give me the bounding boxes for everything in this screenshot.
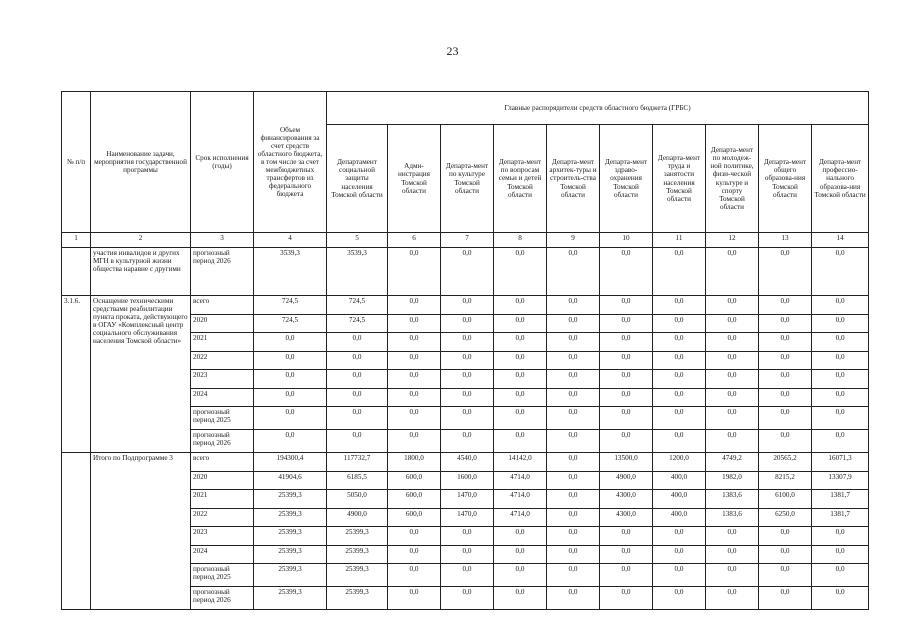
dept-value-cell: 0,0 bbox=[441, 587, 494, 610]
dept-value-cell: 0,0 bbox=[441, 370, 494, 389]
dept-value-cell: 0,0 bbox=[388, 407, 441, 430]
dept-value-cell: 0,0 bbox=[812, 587, 869, 610]
dept-value-cell: 0,0 bbox=[547, 314, 600, 333]
dept-value-cell: 0,0 bbox=[441, 564, 494, 587]
dept-value-cell: 4300,0 bbox=[600, 508, 653, 527]
dept-value-cell: 0,0 bbox=[494, 545, 547, 564]
header-task-name: Наименование задачи, мероприятия государственной программы bbox=[91, 92, 191, 233]
dept-value-cell: 0,0 bbox=[600, 248, 653, 296]
dept-value-cell: 0,0 bbox=[547, 430, 600, 453]
dept-value-cell: 0,0 bbox=[494, 527, 547, 546]
dept-value-cell: 4540,0 bbox=[441, 453, 494, 472]
table-header bbox=[62, 92, 869, 248]
dept-value-cell: 0,0 bbox=[653, 407, 706, 430]
total-value-cell: 41904,6 bbox=[254, 471, 327, 490]
dept-value-cell: 0,0 bbox=[441, 248, 494, 296]
dept-value-cell: 0,0 bbox=[547, 333, 600, 352]
total-value-cell: 25399,3 bbox=[254, 545, 327, 564]
dept-value-cell: 600,0 bbox=[388, 490, 441, 509]
column-number: 11 bbox=[653, 233, 706, 248]
dept-value-cell: 0,0 bbox=[388, 564, 441, 587]
dept-value-cell: 1470,0 bbox=[441, 508, 494, 527]
dept-value-cell: 0,0 bbox=[494, 248, 547, 296]
page-number: 23 bbox=[446, 44, 459, 58]
total-value-cell: 0,0 bbox=[254, 430, 327, 453]
total-value-cell: 0,0 bbox=[254, 388, 327, 407]
table-row bbox=[62, 248, 869, 296]
dept-value-cell: 0,0 bbox=[653, 564, 706, 587]
dept-value-cell: 1381,7 bbox=[812, 490, 869, 509]
dept-value-cell: 400,0 bbox=[653, 471, 706, 490]
dept-value-cell: 0,0 bbox=[547, 351, 600, 370]
dept-value-cell: 0,0 bbox=[759, 248, 812, 296]
dept-value-cell: 0,0 bbox=[706, 564, 759, 587]
dept-value-cell: 4749,2 bbox=[706, 453, 759, 472]
dept-value-cell: 0,0 bbox=[494, 564, 547, 587]
dept-value-cell: 4714,0 bbox=[494, 508, 547, 527]
dept-value-cell: 0,0 bbox=[388, 587, 441, 610]
dept-value-cell: 0,0 bbox=[759, 407, 812, 430]
dept-value-cell: 0,0 bbox=[494, 388, 547, 407]
total-value-cell: 0,0 bbox=[254, 333, 327, 352]
dept-value-cell: 0,0 bbox=[388, 430, 441, 453]
dept-value-cell: 13307,9 bbox=[812, 471, 869, 490]
dept-value-cell: 4714,0 bbox=[494, 490, 547, 509]
dept-value-cell: 0,0 bbox=[600, 296, 653, 315]
dept-value-cell: 25399,3 bbox=[327, 527, 388, 546]
total-value-cell: 0,0 bbox=[254, 351, 327, 370]
budget-table bbox=[61, 91, 869, 610]
dept-value-cell: 0,0 bbox=[547, 587, 600, 610]
period-cell: 2021 bbox=[191, 333, 254, 352]
dept-value-cell: 0,0 bbox=[759, 370, 812, 389]
dept-value-cell: 0,0 bbox=[706, 545, 759, 564]
period-cell: прогнозный период 2026 bbox=[191, 430, 254, 453]
dept-value-cell: 0,0 bbox=[441, 333, 494, 352]
period-cell: прогнозный период 2025 bbox=[191, 407, 254, 430]
table-row bbox=[62, 453, 869, 472]
total-value-cell: 0,0 bbox=[254, 407, 327, 430]
table-row bbox=[62, 296, 869, 315]
dept-value-cell: 0,0 bbox=[327, 430, 388, 453]
dept-value-cell: 0,0 bbox=[706, 314, 759, 333]
dept-value-cell: 0,0 bbox=[494, 430, 547, 453]
total-value-cell: 0,0 bbox=[254, 370, 327, 389]
dept-value-cell: 0,0 bbox=[759, 388, 812, 407]
dept-value-cell: 0,0 bbox=[600, 587, 653, 610]
dept-value-cell: 0,0 bbox=[600, 333, 653, 352]
header-dept: Департа-мент архитек-туры и строитель-ства Томской области bbox=[547, 125, 600, 233]
dept-value-cell: 0,0 bbox=[600, 370, 653, 389]
dept-value-cell: 0,0 bbox=[327, 351, 388, 370]
column-number: 3 bbox=[191, 233, 254, 248]
dept-value-cell: 0,0 bbox=[494, 314, 547, 333]
header-dept: Департа-мент здраво-охранения Томской области bbox=[600, 125, 653, 233]
period-cell: 2024 bbox=[191, 545, 254, 564]
dept-value-cell: 0,0 bbox=[547, 471, 600, 490]
period-cell: 2022 bbox=[191, 508, 254, 527]
dept-value-cell: 0,0 bbox=[547, 564, 600, 587]
task-name: Оснащение техническими средствами реабилитации пункта проката, действующего в ОГАУ «Комплексный центр социального обслуживания населения Томской области» bbox=[91, 296, 191, 453]
dept-value-cell: 0,0 bbox=[706, 587, 759, 610]
dept-value-cell: 0,0 bbox=[547, 388, 600, 407]
dept-value-cell: 0,0 bbox=[759, 314, 812, 333]
header-dept: Департа-мент общего образова-ния Томской области bbox=[759, 125, 812, 233]
column-number: 4 bbox=[254, 233, 327, 248]
period-cell: 2023 bbox=[191, 370, 254, 389]
period-cell: всего bbox=[191, 453, 254, 472]
dept-value-cell: 0,0 bbox=[759, 333, 812, 352]
header-grbs: Главные распорядители средств областного бюджета (ГРБС) bbox=[327, 92, 869, 125]
dept-value-cell: 0,0 bbox=[547, 527, 600, 546]
dept-value-cell: 6250,0 bbox=[759, 508, 812, 527]
dept-value-cell: 0,0 bbox=[547, 407, 600, 430]
column-number: 10 bbox=[600, 233, 653, 248]
column-number: 9 bbox=[547, 233, 600, 248]
header-dept: Департа-мент по культуре Томской области bbox=[441, 125, 494, 233]
dept-value-cell: 0,0 bbox=[441, 407, 494, 430]
total-value-cell: 25399,3 bbox=[254, 587, 327, 610]
column-number-row bbox=[62, 233, 869, 248]
dept-value-cell: 1383,6 bbox=[706, 490, 759, 509]
dept-value-cell: 0,0 bbox=[600, 314, 653, 333]
dept-value-cell: 14142,0 bbox=[494, 453, 547, 472]
dept-value-cell: 1383,6 bbox=[706, 508, 759, 527]
dept-value-cell: 0,0 bbox=[812, 296, 869, 315]
dept-value-cell: 0,0 bbox=[759, 564, 812, 587]
dept-value-cell: 0,0 bbox=[706, 333, 759, 352]
dept-value-cell: 0,0 bbox=[812, 545, 869, 564]
header-dept: Департамент социальной защиты населения Томской области bbox=[327, 125, 388, 233]
total-value-cell: 25399,3 bbox=[254, 564, 327, 587]
dept-value-cell: 0,0 bbox=[388, 248, 441, 296]
dept-value-cell: 0,0 bbox=[759, 430, 812, 453]
dept-value-cell: 0,0 bbox=[494, 351, 547, 370]
dept-value-cell: 0,0 bbox=[547, 453, 600, 472]
task-name: участия инвалидов и других МГН в культурной жизни общества наравне с другими bbox=[91, 248, 191, 296]
dept-value-cell: 0,0 bbox=[327, 388, 388, 407]
dept-value-cell: 0,0 bbox=[441, 351, 494, 370]
dept-value-cell: 6100,0 bbox=[759, 490, 812, 509]
dept-value-cell: 0,0 bbox=[759, 587, 812, 610]
header-dept: Департа-мент по молодеж-ной политике, физи-ческой культуре и спорту Томской области bbox=[706, 125, 759, 233]
dept-value-cell: 25399,3 bbox=[327, 545, 388, 564]
column-number: 7 bbox=[441, 233, 494, 248]
column-number: 12 bbox=[706, 233, 759, 248]
total-value-cell: 25399,3 bbox=[254, 508, 327, 527]
period-cell: 2022 bbox=[191, 351, 254, 370]
dept-value-cell: 0,0 bbox=[547, 545, 600, 564]
dept-value-cell: 0,0 bbox=[327, 407, 388, 430]
dept-value-cell: 0,0 bbox=[759, 527, 812, 546]
dept-value-cell: 6185,5 bbox=[327, 471, 388, 490]
header-period: Срок исполнения (годы) bbox=[191, 92, 254, 233]
dept-value-cell: 8215,2 bbox=[759, 471, 812, 490]
dept-value-cell: 0,0 bbox=[812, 351, 869, 370]
dept-value-cell: 25399,3 bbox=[327, 564, 388, 587]
dept-value-cell: 400,0 bbox=[653, 508, 706, 527]
period-cell: 2024 bbox=[191, 388, 254, 407]
period-cell: 2020 bbox=[191, 314, 254, 333]
dept-value-cell: 1600,0 bbox=[441, 471, 494, 490]
dept-value-cell: 0,0 bbox=[706, 296, 759, 315]
period-cell: прогнозный период 2026 bbox=[191, 587, 254, 610]
column-number: 2 bbox=[91, 233, 191, 248]
period-cell: 2023 bbox=[191, 527, 254, 546]
row-number: 3.1.6. bbox=[62, 296, 91, 453]
dept-value-cell: 0,0 bbox=[388, 314, 441, 333]
dept-value-cell: 0,0 bbox=[653, 351, 706, 370]
dept-value-cell: 0,0 bbox=[600, 407, 653, 430]
dept-value-cell: 0,0 bbox=[759, 545, 812, 564]
dept-value-cell: 0,0 bbox=[494, 296, 547, 315]
dept-value-cell: 0,0 bbox=[706, 388, 759, 407]
table-body bbox=[62, 248, 869, 610]
dept-value-cell: 0,0 bbox=[706, 351, 759, 370]
dept-value-cell: 0,0 bbox=[653, 296, 706, 315]
dept-value-cell: 400,0 bbox=[653, 490, 706, 509]
dept-value-cell: 1470,0 bbox=[441, 490, 494, 509]
dept-value-cell: 0,0 bbox=[812, 388, 869, 407]
dept-value-cell: 1381,7 bbox=[812, 508, 869, 527]
dept-value-cell: 0,0 bbox=[812, 564, 869, 587]
period-cell: прогнозный период 2025 bbox=[191, 564, 254, 587]
header-dept: Адми-нистрация Томской области bbox=[388, 125, 441, 233]
dept-value-cell: 0,0 bbox=[388, 388, 441, 407]
dept-value-cell: 0,0 bbox=[547, 248, 600, 296]
dept-value-cell: 0,0 bbox=[494, 407, 547, 430]
dept-value-cell: 0,0 bbox=[653, 314, 706, 333]
dept-value-cell: 0,0 bbox=[759, 296, 812, 315]
dept-value-cell: 0,0 bbox=[653, 370, 706, 389]
dept-value-cell: 4714,0 bbox=[494, 471, 547, 490]
dept-value-cell: 0,0 bbox=[600, 351, 653, 370]
row-number bbox=[62, 248, 91, 296]
dept-value-cell: 0,0 bbox=[706, 248, 759, 296]
total-value-cell: 3539,3 bbox=[254, 248, 327, 296]
dept-value-cell: 0,0 bbox=[441, 314, 494, 333]
dept-value-cell: 0,0 bbox=[812, 407, 869, 430]
dept-value-cell: 0,0 bbox=[653, 545, 706, 564]
dept-value-cell: 0,0 bbox=[388, 296, 441, 315]
header-volume: Объем финансирования за счет средств областного бюджета, в том числе за счет межбюджетных трансфертов из федерального бюджета bbox=[254, 92, 327, 233]
dept-value-cell: 0,0 bbox=[653, 527, 706, 546]
total-value-cell: 25399,3 bbox=[254, 490, 327, 509]
dept-value-cell: 0,0 bbox=[600, 430, 653, 453]
dept-value-cell: 0,0 bbox=[812, 370, 869, 389]
period-cell: 2021 bbox=[191, 490, 254, 509]
dept-value-cell: 25399,3 bbox=[327, 587, 388, 610]
dept-value-cell: 0,0 bbox=[812, 333, 869, 352]
dept-value-cell: 0,0 bbox=[327, 333, 388, 352]
dept-value-cell: 4900,0 bbox=[327, 508, 388, 527]
dept-value-cell: 724,5 bbox=[327, 314, 388, 333]
dept-value-cell: 0,0 bbox=[494, 370, 547, 389]
total-value-cell: 724,5 bbox=[254, 314, 327, 333]
header-dept: Департа-мент труда и занятости населения Томской области bbox=[653, 125, 706, 233]
total-value-cell: 25399,3 bbox=[254, 527, 327, 546]
dept-value-cell: 0,0 bbox=[441, 296, 494, 315]
dept-value-cell: 0,0 bbox=[547, 296, 600, 315]
column-number: 13 bbox=[759, 233, 812, 248]
dept-value-cell: 5050,0 bbox=[327, 490, 388, 509]
dept-value-cell: 0,0 bbox=[441, 545, 494, 564]
dept-value-cell: 600,0 bbox=[388, 508, 441, 527]
dept-value-cell: 0,0 bbox=[441, 430, 494, 453]
dept-value-cell: 0,0 bbox=[600, 564, 653, 587]
column-number: 6 bbox=[388, 233, 441, 248]
dept-value-cell: 0,0 bbox=[388, 545, 441, 564]
row-number bbox=[62, 453, 91, 610]
total-value-cell: 194300,4 bbox=[254, 453, 327, 472]
dept-value-cell: 1982,0 bbox=[706, 471, 759, 490]
dept-value-cell: 20565,2 bbox=[759, 453, 812, 472]
dept-value-cell: 0,0 bbox=[706, 407, 759, 430]
dept-value-cell: 0,0 bbox=[600, 545, 653, 564]
dept-value-cell: 0,0 bbox=[600, 527, 653, 546]
header-number: № п/п bbox=[62, 92, 91, 233]
column-number: 1 bbox=[62, 233, 91, 248]
column-number: 8 bbox=[494, 233, 547, 248]
dept-value-cell: 0,0 bbox=[759, 351, 812, 370]
dept-value-cell: 0,0 bbox=[388, 351, 441, 370]
dept-value-cell: 1800,0 bbox=[388, 453, 441, 472]
dept-value-cell: 0,0 bbox=[441, 527, 494, 546]
dept-value-cell: 0,0 bbox=[600, 388, 653, 407]
dept-value-cell: 724,5 bbox=[327, 296, 388, 315]
dept-value-cell: 0,0 bbox=[327, 370, 388, 389]
dept-value-cell: 0,0 bbox=[494, 587, 547, 610]
period-cell: прогнозный период 2026 bbox=[191, 248, 254, 296]
dept-value-cell: 0,0 bbox=[653, 333, 706, 352]
dept-value-cell: 117732,7 bbox=[327, 453, 388, 472]
dept-value-cell: 0,0 bbox=[441, 388, 494, 407]
total-value-cell: 724,5 bbox=[254, 296, 327, 315]
column-number: 14 bbox=[812, 233, 869, 248]
dept-value-cell: 3539,3 bbox=[327, 248, 388, 296]
dept-value-cell: 0,0 bbox=[653, 430, 706, 453]
dept-value-cell: 0,0 bbox=[812, 248, 869, 296]
dept-value-cell: 1200,0 bbox=[653, 453, 706, 472]
dept-value-cell: 0,0 bbox=[812, 430, 869, 453]
dept-value-cell: 0,0 bbox=[812, 527, 869, 546]
dept-value-cell: 600,0 bbox=[388, 471, 441, 490]
period-cell: всего bbox=[191, 296, 254, 315]
dept-value-cell: 0,0 bbox=[388, 370, 441, 389]
dept-value-cell: 16071,3 bbox=[812, 453, 869, 472]
dept-value-cell: 0,0 bbox=[706, 430, 759, 453]
dept-value-cell: 4900,0 bbox=[600, 471, 653, 490]
dept-value-cell: 0,0 bbox=[653, 587, 706, 610]
dept-value-cell: 0,0 bbox=[653, 388, 706, 407]
dept-value-cell: 0,0 bbox=[388, 333, 441, 352]
dept-value-cell: 0,0 bbox=[706, 370, 759, 389]
header-dept: Департа-мент по вопросам семьи и детей Томской области bbox=[494, 125, 547, 233]
task-name: Итого по Подпрограмме 3 bbox=[91, 453, 191, 610]
header-dept: Департа-мент профессио-нального образова-ния Томской области bbox=[812, 125, 869, 233]
dept-value-cell: 0,0 bbox=[547, 370, 600, 389]
dept-value-cell: 0,0 bbox=[653, 248, 706, 296]
column-number: 5 bbox=[327, 233, 388, 248]
dept-value-cell: 13500,0 bbox=[600, 453, 653, 472]
dept-value-cell: 4300,0 bbox=[600, 490, 653, 509]
dept-value-cell: 0,0 bbox=[706, 527, 759, 546]
period-cell: 2020 bbox=[191, 471, 254, 490]
dept-value-cell: 0,0 bbox=[494, 333, 547, 352]
dept-value-cell: 0,0 bbox=[547, 490, 600, 509]
dept-value-cell: 0,0 bbox=[812, 314, 869, 333]
dept-value-cell: 0,0 bbox=[388, 527, 441, 546]
dept-value-cell: 0,0 bbox=[547, 508, 600, 527]
